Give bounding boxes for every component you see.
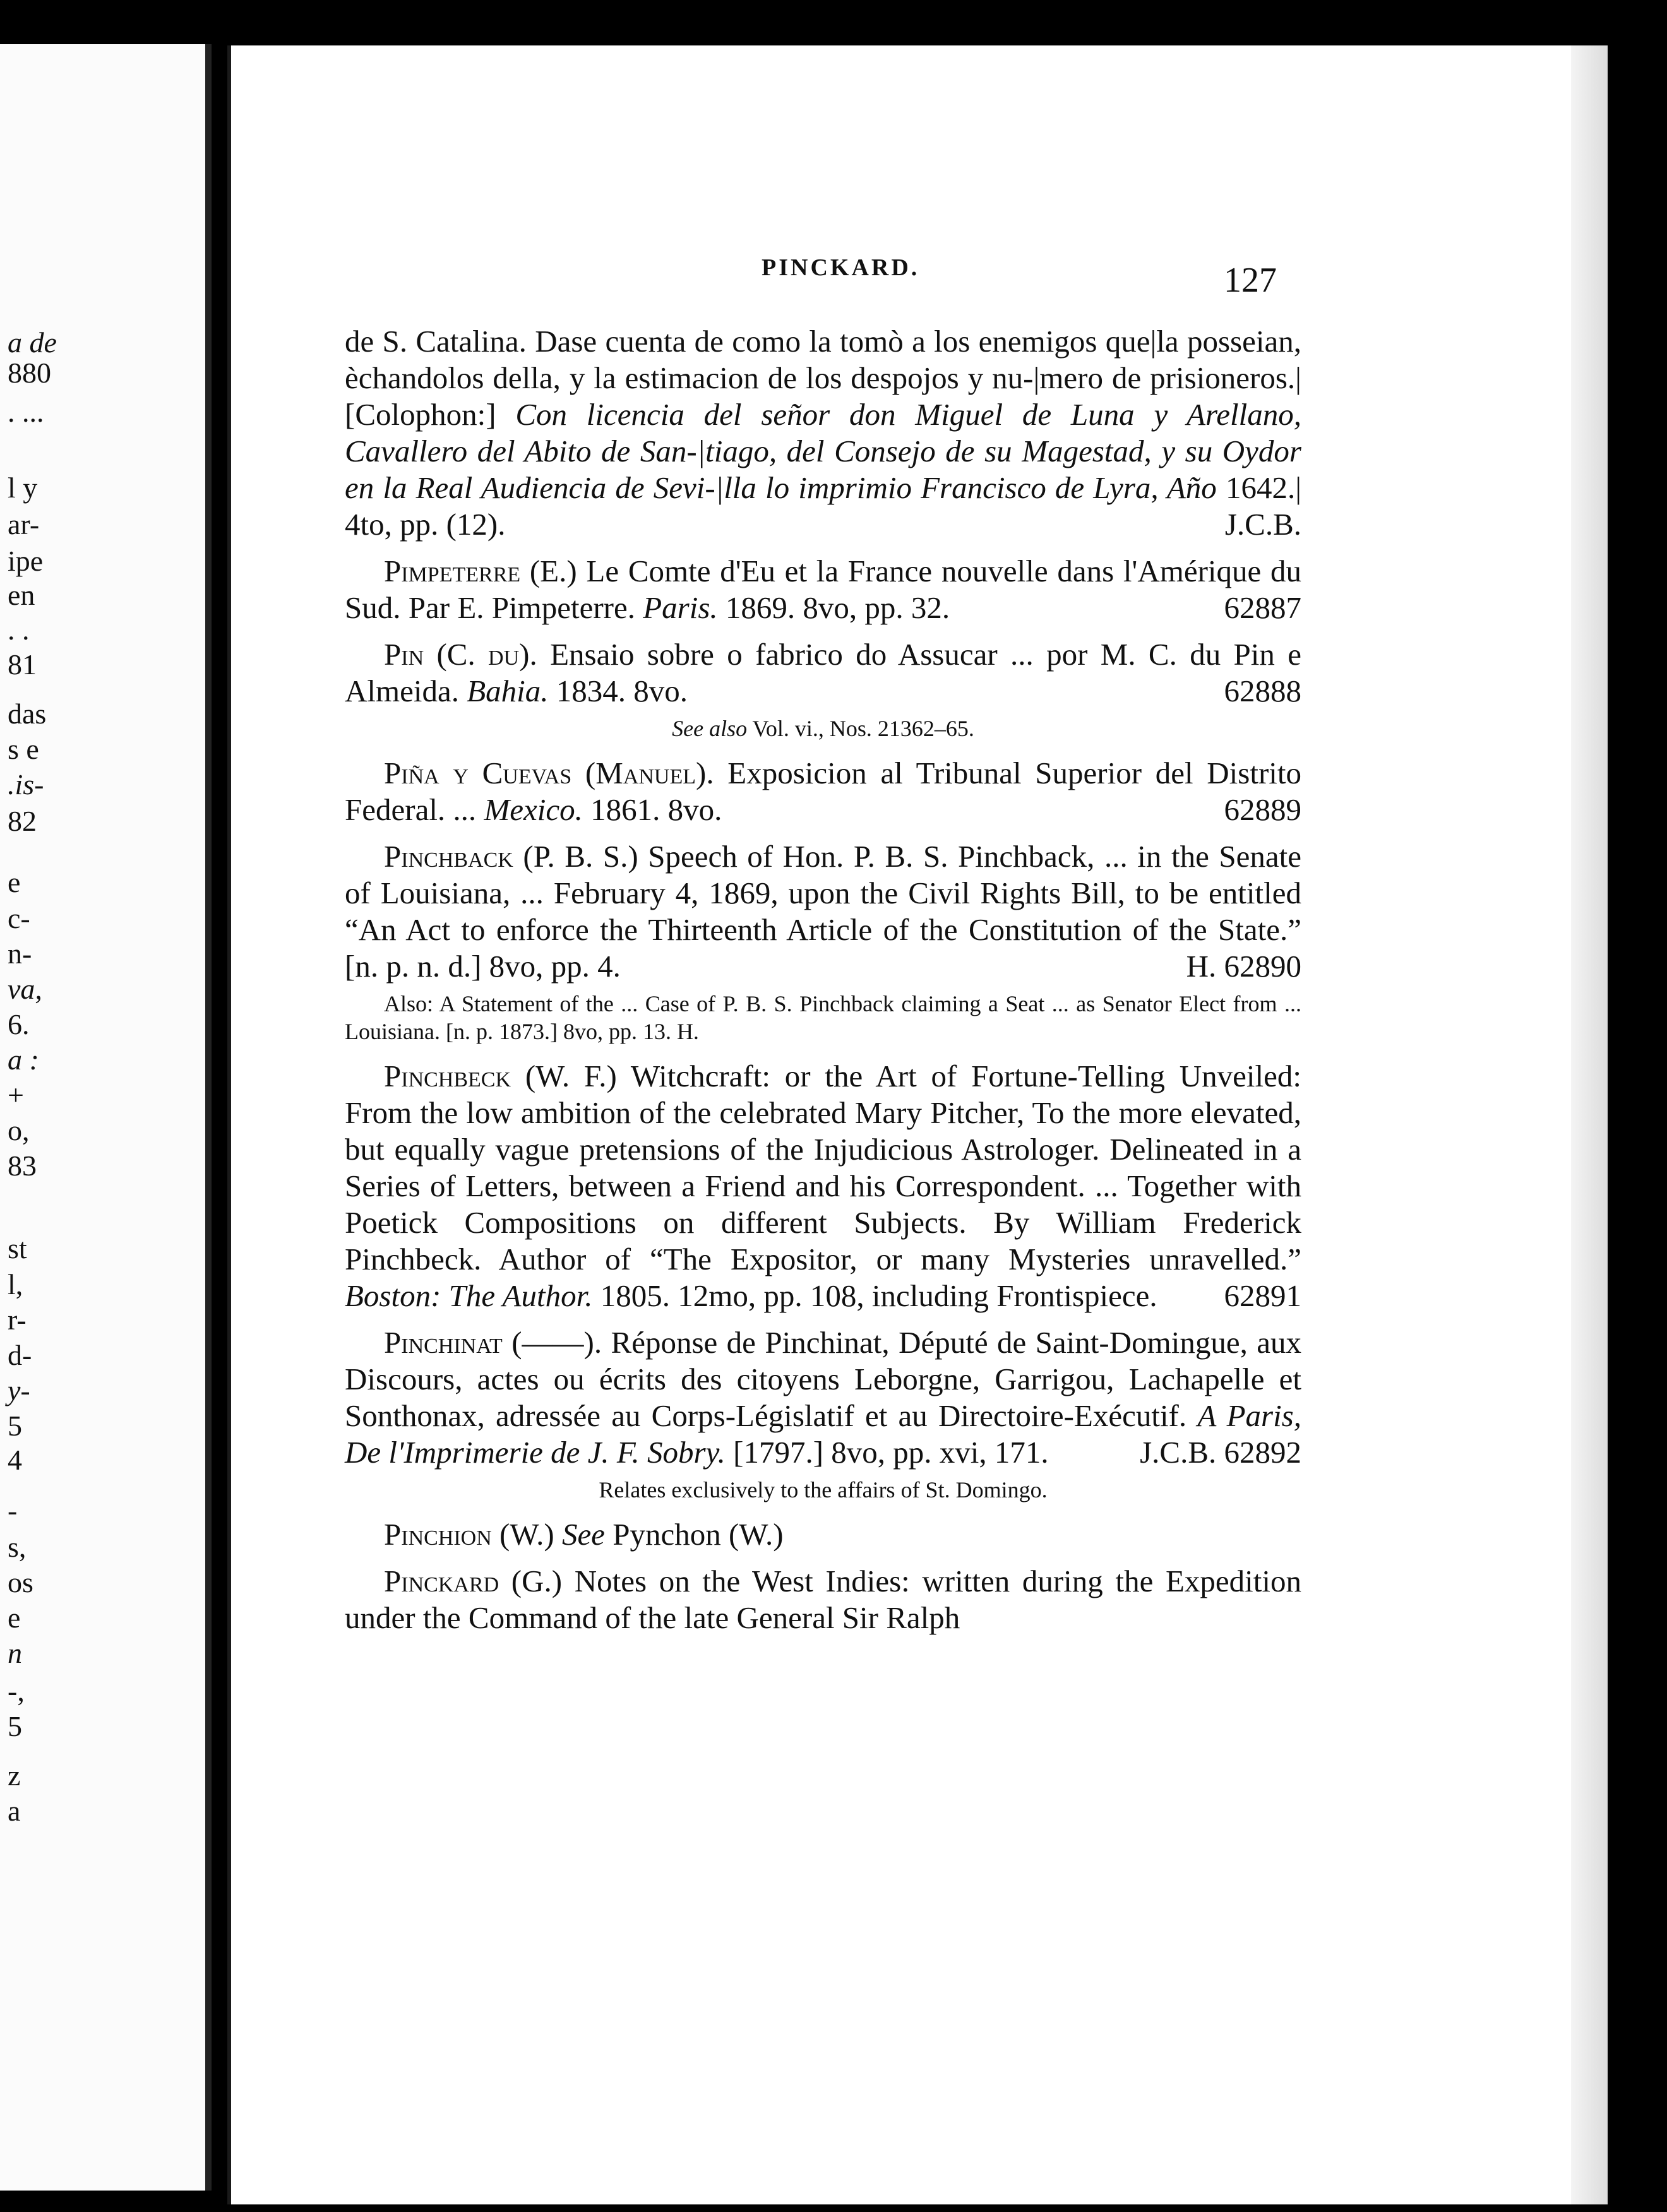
left-page-fragment: . ... bbox=[8, 396, 44, 428]
left-page-fragment: 83 bbox=[8, 1150, 37, 1182]
left-page-fragment: o, bbox=[8, 1114, 30, 1146]
left-page-fragment: 81 bbox=[8, 648, 37, 681]
left-page-fragment: . . bbox=[8, 614, 30, 646]
entry-pinchinat bbox=[345, 1324, 1301, 1471]
entry-number: J.C.B. bbox=[1224, 507, 1301, 542]
left-page-fragment: l, bbox=[8, 1268, 23, 1300]
left-page-fragment: 5 bbox=[8, 1410, 22, 1442]
entry-author: Pin (C. du). bbox=[384, 637, 537, 672]
entry-text: de S. Catalina. Dase cuenta de como la tomò a los enemigos que|la posseian, èchandolos della, y la estimacion de los despojos y nu-|mero de prisioneros.| [Colophon:] bbox=[345, 324, 1301, 432]
left-page-fragment: y- bbox=[8, 1374, 30, 1406]
entry-tail: 1861. 8vo. bbox=[582, 792, 722, 827]
left-page-fragment: e bbox=[8, 866, 21, 898]
left-page-fragment: .is- bbox=[8, 768, 44, 800]
entry-pinchback bbox=[345, 838, 1301, 985]
entry-number: H. 62890 bbox=[1186, 949, 1301, 984]
entry-pinchion bbox=[345, 1516, 1301, 1553]
left-page-fragment: os bbox=[8, 1566, 33, 1598]
left-page-fragment: z bbox=[8, 1759, 21, 1792]
entry-text: Speech of Hon. P. B. S. Pinchback, ... in the Senate of Louisiana, ... February 4, 1869, upon the Civil Rights Bill, to be entitled “An Act to enforce the Thirteenth Article of the Constitution of the State.” [n. p. n. d.] 8vo, pp. 4. bbox=[345, 839, 1301, 984]
left-page-fragment: d- bbox=[8, 1339, 32, 1371]
entry-continuation bbox=[345, 323, 1301, 543]
entry-colophon: Con licencia del señor don Miguel de Luna y Arellano, Cavallero del Abito de San-|tiago, del Consejo de su Magestad, y su Oydor en la Real Audiencia de Sevi-|lla lo imprimio Francisco de Lyra, Año bbox=[345, 397, 1301, 505]
entry-text: Réponse de Pinchinat, Député de Saint-Domingue, aux Discours, actes ou écrits des citoyens Leborgne, Garrigou, Lachapelle et Sonthonax, adressée au Corps-Législatif et au Directoire-Exécutif. bbox=[345, 1325, 1301, 1433]
entry-pimpeterre bbox=[345, 553, 1301, 626]
entry-author: Pinchion (W.) bbox=[384, 1517, 554, 1552]
entry-tail: 1805. 12mo, pp. 108, including Frontispiece. bbox=[592, 1278, 1157, 1313]
left-page-fragment: va, bbox=[8, 973, 42, 1005]
left-page-fragment: n bbox=[8, 1637, 22, 1669]
left-page-fragment: a : bbox=[8, 1044, 39, 1076]
entry-pin bbox=[345, 636, 1301, 710]
left-page-fragment: e bbox=[8, 1602, 21, 1634]
left-page-fragment: a bbox=[8, 1795, 21, 1827]
note-text: Vol. vi., Nos. 21362–65. bbox=[747, 716, 974, 741]
entry-text bbox=[554, 1517, 562, 1552]
entry-text: Witchcraft: or the Art of Fortune-Telling Unveiled: From the low ambition of the celebrated Mary Pitcher, To the more elevated, but equally vague pretensions of the Injudicious Astrologer. Delineated in a Series of Letters, between a Friend and his Correspondent. ... Together with Poetick Compositions on different Subjects. By William Frederick Pinchbeck. Author of “The Expositor, or many Mysteries unravelled.” bbox=[345, 1059, 1302, 1276]
left-page-fragment: -, bbox=[8, 1675, 25, 1707]
left-page-fragment: ar- bbox=[8, 508, 40, 540]
left-page-fragment: a de bbox=[8, 326, 57, 359]
left-page-fragment: ipe bbox=[8, 545, 44, 577]
entry-place: Boston: The Author. bbox=[345, 1278, 593, 1313]
entry-text: Exposicion al Tribunal Superior del Distrito Federal. ... bbox=[345, 756, 1302, 827]
entry-author: Pinchbeck (W. F.) bbox=[384, 1059, 617, 1093]
left-page-fragment: st bbox=[8, 1232, 27, 1264]
left-page-fragment: 4 bbox=[8, 1444, 22, 1476]
entry-author: Pinchback (P. B. S.) bbox=[384, 839, 638, 874]
left-page-fragment: n- bbox=[8, 937, 32, 970]
entry-number: 62887 bbox=[1224, 590, 1301, 625]
entry-place: Paris. bbox=[643, 590, 718, 625]
entry-tail: 1834. 8vo. bbox=[548, 674, 688, 708]
entry-place: A Paris, De l'Imprimerie de J. F. Sobry. bbox=[345, 1398, 1301, 1470]
entry-text: Notes on the West Indies: written during the Expedition under the Command of the late General Sir Ralph bbox=[345, 1564, 1301, 1635]
entry-number: 62888 bbox=[1224, 674, 1301, 708]
left-page-fragment: s e bbox=[8, 733, 39, 765]
left-page-fragment: 5 bbox=[8, 1710, 22, 1742]
left-page-fragment: 880 bbox=[8, 357, 51, 389]
entry-text: Ensaio sobre o fabrico do Assucar ... por M. C. du Pin e Almeida. bbox=[345, 637, 1302, 708]
entry-author: Pimpeterre (E.) bbox=[384, 554, 577, 588]
entry-place: Mexico. bbox=[484, 792, 583, 827]
left-page-fragment: - bbox=[8, 1494, 18, 1526]
left-page-fragment: l y bbox=[8, 472, 38, 504]
entry-tail: [1797.] 8vo, pp. xvi, 171. bbox=[725, 1435, 1049, 1470]
left-page-fragment: en bbox=[8, 579, 35, 611]
entry-note bbox=[345, 715, 1301, 742]
left-page-margin bbox=[0, 44, 212, 2191]
entry-pinchbeck bbox=[345, 1058, 1301, 1314]
entry-note: Relates exclusively to the affairs of St. Domingo. bbox=[599, 1477, 1048, 1502]
entry-text: Le Comte d'Eu et la France nouvelle dans l'Amérique du Sud. Par E. Pimpeterre. bbox=[345, 554, 1301, 625]
entry-see: See bbox=[561, 1517, 605, 1552]
page-number: 127 bbox=[1224, 261, 1277, 300]
left-page-fragment: 82 bbox=[8, 805, 37, 837]
entry-author: Pinckard (G.) bbox=[384, 1564, 563, 1598]
entry-pina-y-cuevas bbox=[345, 755, 1301, 828]
entry-pinckard bbox=[345, 1563, 1301, 1636]
entry-tail: Pynchon (W.) bbox=[604, 1517, 784, 1552]
bibliography-text bbox=[345, 323, 1301, 1646]
left-page-fragment: 6. bbox=[8, 1008, 30, 1040]
entry-author: Piña y Cuevas (Manuel). bbox=[384, 756, 714, 790]
left-page-fragment: + bbox=[8, 1079, 24, 1111]
entry-tail: 1869. 8vo, pp. 32. bbox=[717, 590, 950, 625]
left-page-fragment: das bbox=[8, 698, 47, 730]
entry-place: Bahia. bbox=[467, 674, 549, 708]
book-page bbox=[227, 45, 1608, 2204]
entry-tail: 1642.| 4to, pp. (12). bbox=[345, 470, 1301, 542]
entry-number: 62891 bbox=[1224, 1278, 1301, 1313]
left-page-fragment: s, bbox=[8, 1531, 27, 1563]
note-see-also: See also bbox=[672, 716, 748, 741]
left-page-fragment: c- bbox=[8, 902, 30, 934]
entry-note: Also: A Statement of the ... Case of P. B. S. Pinchback claiming a Seat ... as Senator Elect from ... Louisiana. [n. p. 1873.] 8vo, pp. 13. H. bbox=[345, 991, 1301, 1044]
running-head: PINCKARD. bbox=[762, 254, 920, 281]
entry-number: J.C.B. 62892 bbox=[1140, 1435, 1301, 1470]
left-page-fragment: r- bbox=[8, 1304, 27, 1336]
page-edge-shadow bbox=[1571, 45, 1608, 2204]
entry-author: Pinchinat (——). bbox=[384, 1325, 602, 1360]
entry-number: 62889 bbox=[1224, 792, 1301, 827]
